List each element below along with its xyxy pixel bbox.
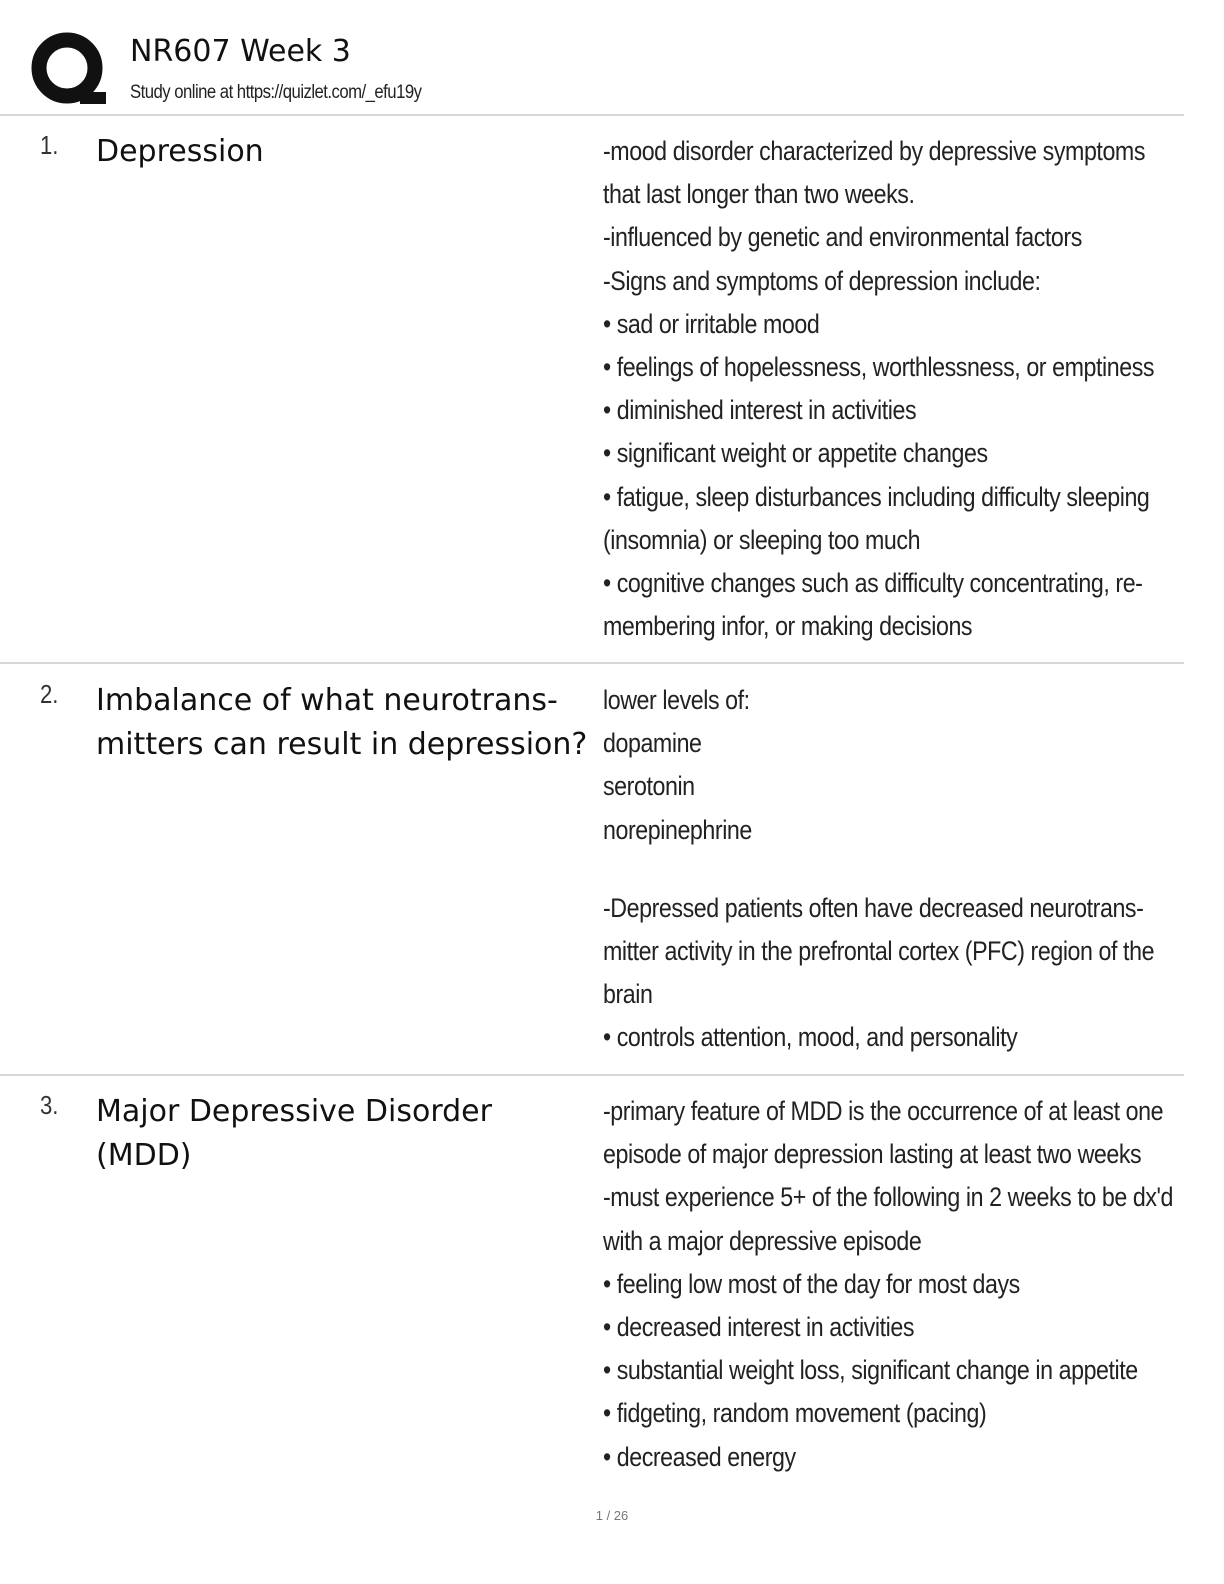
definition-line: brain — [603, 979, 653, 1010]
definition-line: • substantial weight loss, significant change in appetite — [603, 1355, 1138, 1386]
definition-line: episode of major depression lasting at least two weeks — [603, 1139, 1142, 1170]
definition-line: membering infor, or making decisions — [603, 611, 973, 642]
definition-line: • feeling low most of the day for most days — [603, 1268, 1020, 1299]
definition-line: (insomnia) or sleeping too much — [603, 524, 921, 555]
definition-line: mitter activity in the prefrontal cortex (PFC) region of the — [603, 936, 1155, 967]
card-divider — [0, 1074, 1184, 1076]
term-line: Imbalance of what neurotrans- — [96, 683, 558, 718]
card-term — [96, 679, 596, 767]
card-number: 2. — [40, 679, 59, 709]
definition-line: -influenced by genetic and environmental factors — [603, 222, 1082, 253]
term-line: mitters can result in depression? — [96, 727, 588, 762]
card-number: 3. — [40, 1090, 59, 1120]
card-term: Major Depressive Disorder (MDD) — [96, 1094, 492, 1173]
definition-line: dopamine — [603, 728, 702, 759]
study-link-text[interactable]: Study online at https://quizlet.com/_efu19y — [130, 82, 422, 103]
definition-line: • controls attention, mood, and personality — [603, 1022, 1018, 1053]
quizlet-q-icon — [30, 30, 108, 108]
definition-line: • cognitive changes such as difficulty concentrating, re- — [603, 568, 1143, 599]
definition-line: with a major depressive episode — [603, 1225, 922, 1256]
definition-line: norepinephrine — [603, 814, 752, 845]
card-divider — [0, 662, 1184, 664]
definition-line: -Depressed patients often have decreased neurotrans- — [603, 892, 1144, 923]
card-definition — [603, 1090, 1174, 1479]
definition-line: -Signs and symptoms of depression include: — [603, 265, 1041, 296]
card-number: 1. — [40, 130, 59, 160]
definition-line: -primary feature of MDD is the occurrence of at least one — [603, 1096, 1164, 1126]
page-header — [30, 28, 1190, 112]
definition-line: lower levels of: — [603, 685, 750, 715]
definition-line: that last longer than two weeks. — [603, 179, 915, 210]
definition-line: -must experience 5+ of the following in 2 weeks to be dx'd — [603, 1182, 1174, 1213]
definition-line: serotonin — [603, 771, 695, 802]
definition-blank-line — [603, 852, 1171, 887]
definition-line: • feelings of hopelessness, worthlessness, or emptiness — [603, 352, 1155, 383]
definition-line: • significant weight or appetite changes — [603, 438, 988, 469]
header-divider — [0, 114, 1184, 116]
page-title: NR607 Week 3 — [130, 34, 351, 69]
definition-line: -mood disorder characterized by depressive symptoms — [603, 136, 1146, 166]
definition-line: • sad or irritable mood — [603, 308, 820, 339]
card-definition — [603, 679, 1171, 1060]
definition-line: • diminished interest in activities — [603, 395, 917, 426]
definition-line: • fatigue, sleep disturbances including difficulty sleeping — [603, 481, 1150, 512]
card-definition — [603, 130, 1171, 648]
definition-line: • decreased interest in activities — [603, 1312, 915, 1343]
card-term: Depression — [96, 134, 264, 169]
definition-line: • decreased energy — [603, 1441, 796, 1472]
page-number: 1 / 26 — [595, 1508, 629, 1523]
definition-line: • fidgeting, random movement (pacing) — [603, 1398, 987, 1429]
